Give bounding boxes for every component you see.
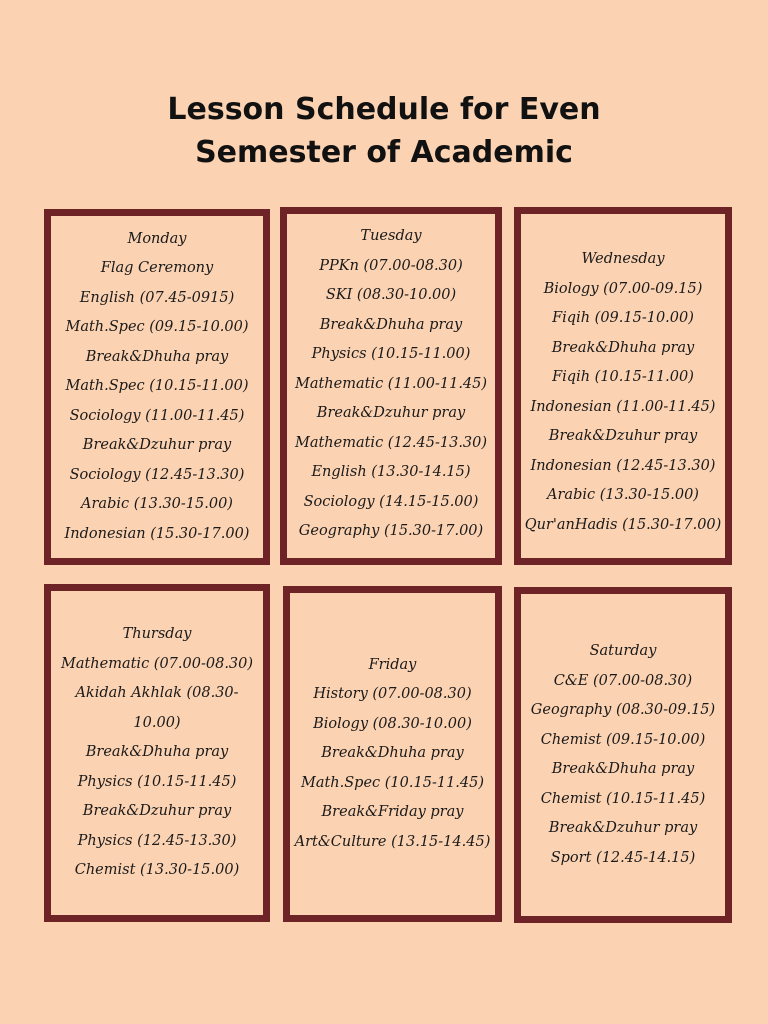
- schedule-item: C&E (07.00-08.30): [553, 672, 693, 689]
- schedule-item: Math.Spec (10.15-11.00): [65, 378, 249, 395]
- schedule-item: English (07.45-0915): [79, 289, 235, 306]
- schedule-card-friday: [283, 586, 502, 922]
- schedule-card-monday: [44, 209, 270, 565]
- schedule-card-thursday: [44, 584, 270, 922]
- schedule-item: Mathematic (12.45-13.30): [294, 434, 488, 451]
- schedule-item: Fiqih (10.15-11.00): [552, 369, 694, 385]
- schedule-item: Sociology (14.15-15.00): [303, 493, 479, 510]
- schedule-item: Math.Spec (09.15-10.00): [65, 319, 249, 336]
- schedule-item: Break&Dzuhur pray: [548, 428, 698, 444]
- day-heading: Saturday: [589, 643, 657, 659]
- schedule-item: Arabic (13.30-15.00): [547, 487, 699, 503]
- schedule-item: Break&Dzuhur pray: [82, 803, 232, 820]
- schedule-item: English (13.30-14.15): [311, 464, 471, 480]
- schedule-item: Break&Dzuhur pray: [548, 820, 698, 836]
- schedule-item: Break&Friday pray: [321, 804, 464, 821]
- schedule-card-tuesday: [280, 207, 502, 565]
- day-heading: Friday: [368, 656, 417, 673]
- schedule-item: Break&Dhuha pray: [85, 348, 229, 365]
- schedule-item: Qur'anHadis (15.30-17.00): [524, 516, 722, 533]
- schedule-item: Arabic (13.30-15.00): [81, 496, 233, 513]
- schedule-item: Break&Dhuha pray: [551, 339, 695, 356]
- schedule-item: Break&Dhuha pray: [85, 744, 229, 761]
- schedule-item: Break&Dzuhur pray: [316, 405, 466, 421]
- page-title: [0, 88, 768, 174]
- title-line-1: Lesson Schedule for Even: [167, 92, 601, 127]
- schedule-item: Biology (07.00-09.15): [543, 280, 703, 297]
- schedule-item: Chemist (09.15-10.00): [540, 731, 706, 748]
- schedule-item: Indonesian (11.00-11.45): [530, 398, 716, 415]
- schedule-item: Indonesian (15.30-17.00): [64, 525, 250, 542]
- schedule-item: Mathematic (07.00-08.30): [60, 655, 254, 672]
- schedule-item: Sport (12.45-14.15): [550, 849, 696, 866]
- day-heading: Monday: [127, 230, 187, 247]
- schedule-item: Chemist (13.30-15.00): [74, 862, 240, 879]
- schedule-item: Break&Dhuha pray: [321, 745, 464, 762]
- schedule-item: Break&Dhuha pray: [319, 316, 463, 333]
- day-heading: Thursday: [122, 626, 192, 643]
- schedule-item: Sociology (11.00-11.45): [69, 407, 245, 424]
- schedule-item: Math.Spec (10.15-11.45): [300, 774, 485, 791]
- schedule-item: Physics (12.45-13.30): [77, 832, 237, 849]
- schedule-item: Art&Culture (13.15-14.45): [294, 833, 491, 850]
- schedule-item: Fiqih (09.15-10.00): [552, 310, 694, 326]
- title-line-2: Semester of Academic: [195, 135, 573, 170]
- schedule-item: Physics (10.15-11.45): [77, 773, 237, 790]
- schedule-item: Geography (15.30-17.00): [298, 523, 484, 539]
- schedule-item: Flag Ceremony: [100, 260, 214, 277]
- schedule-item: Biology (08.30-10.00): [313, 715, 472, 732]
- schedule-item: Mathematic (11.00-11.45): [294, 375, 488, 392]
- schedule-item: SKI (08.30-10.00): [325, 287, 457, 303]
- schedule-item: Sociology (12.45-13.30): [69, 466, 245, 483]
- schedule-item: Chemist (10.15-11.45): [540, 790, 706, 807]
- schedule-item: History (07.00-08.30): [313, 686, 472, 703]
- schedule-card-saturday: [514, 587, 732, 923]
- schedule-item: Physics (10.15-11.00): [311, 346, 471, 362]
- schedule-card-wednesday: [514, 207, 732, 565]
- schedule-item: Break&Dhuha pray: [551, 761, 695, 777]
- day-heading: Wednesday: [581, 251, 665, 267]
- schedule-item: Geography (08.30-09.15): [530, 702, 716, 718]
- schedule-item: PPKn (07.00-08.30): [319, 257, 463, 274]
- schedule-item: Indonesian (12.45-13.30): [530, 457, 716, 474]
- schedule-item: Akidah Akhlak (08.30-10.00): [75, 685, 239, 731]
- schedule-item: Break&Dzuhur pray: [82, 437, 232, 454]
- day-heading: Tuesday: [360, 228, 422, 244]
